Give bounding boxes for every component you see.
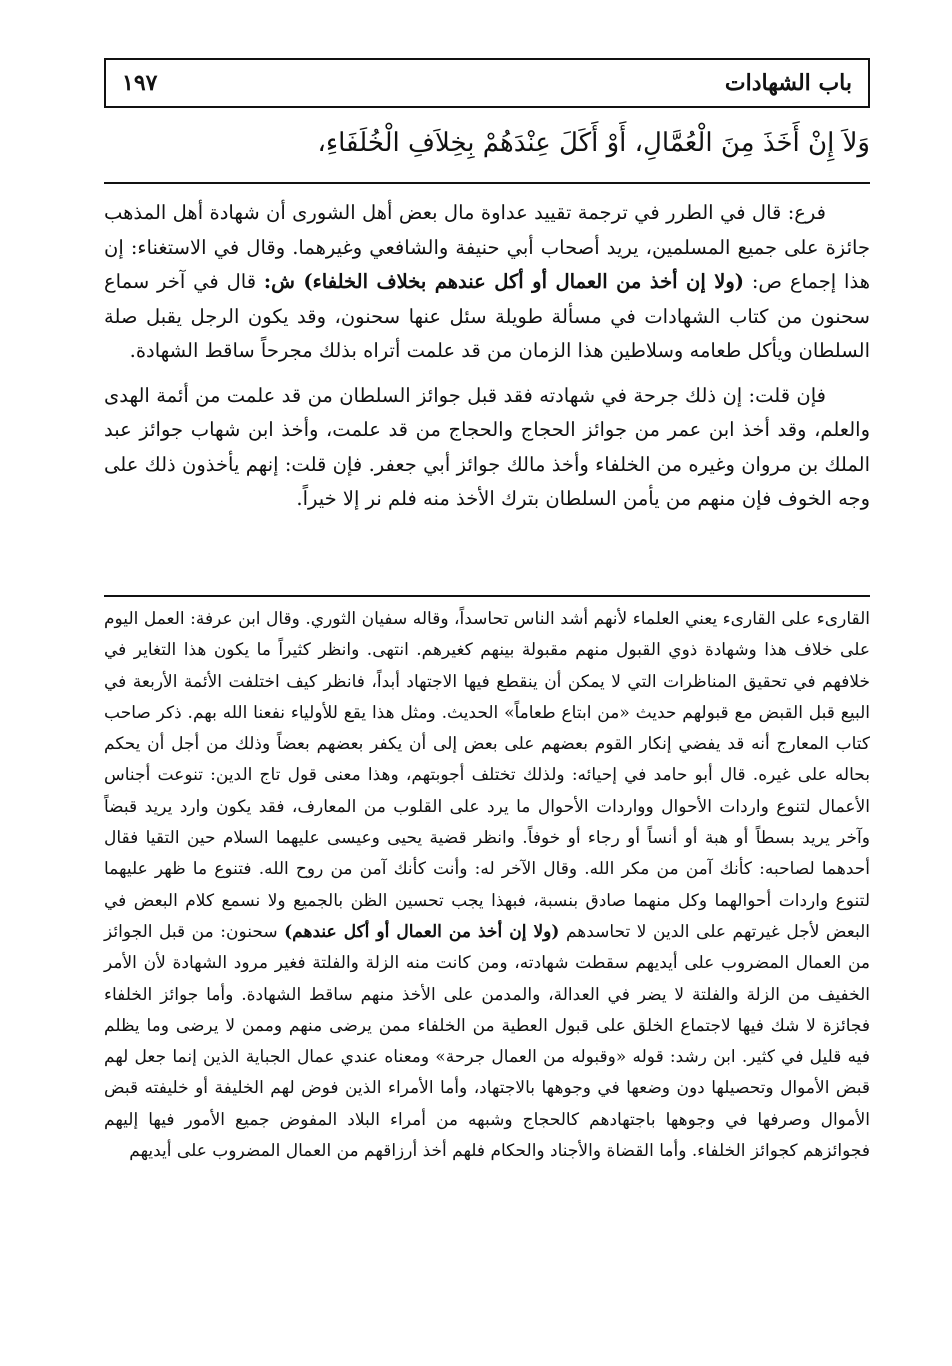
footnote-body (104, 604, 870, 1167)
footnote-text: القارىء على القارىء يعني العلماء لأنهم أشد الناس تحاسداً، وقاله سفيان الثوري. وقال ابن عرفة: العمل اليوم على خلاف هذا وشهادة ذوي القبول منهم مقبولة بينهم كغيرهم. انتهى. وانظر كثيراً ما يكون هذا التغاير في خلافهم في تحقيق المناظرات التي لا يمكن أن ينقطع فيها الاجتهاد أبداً، فانظر كيف اختلفت الأئمة الأربعة في البيع قبل القبض مع قبولهم حديث «من ابتاع طعاماً» الحديث. ومثل هذا يقع للأولياء نفعنا الله بهم. ذكر صاحب كتاب المعارج أنه قد يفضي إنكار القوم بعضهم على بعض إلى أن يكفر بعضهم بعضاً وذلك من أجل أن يحكم بحاله على غيره. قال أبو حامد في إحيائه: ولذلك تختلف أجوبتهم، وهذا معنى قول تاج الدين: تنوعت أجناس الأعمال لتنوع واردات الأحوال وواردات الأحوال ما يرد على القلوب من المعارف، فقد يكون وارد يريد قبضاً وآخر يريد بسطاً أو هبة أو أنساً أو رجاء أو خوفاً. وانظر قضية يحيى وعيسى عليهما السلام حين التقيا فقال أحدهما لصاحبه: كأنك آمن من مكر الله. وقال الآخر له: وأنت كأنك آمن من روح الله. فتنوع ما ظهر عليهما لتنوع واردات أحوالهما وكل منهما صادق بنسبة، فبهذا يجب تحسين الظن بالجميع ولا نسمع كلام البعض في البعض لأجل غيرتهم على الدين لا تحاسدهم (104, 609, 870, 942)
commentary-body (104, 196, 870, 527)
matn-text: وَلاَ إِنْ أَخَذَ مِنَ الْعُمَّالِ، أَوْ أَكَلَ عِنْدَهُمْ بِخِلاَفِ الْخُلَفَاءِ، (317, 128, 870, 158)
chapter-title: باب الشهادات (724, 70, 852, 96)
commentary-paragraph (104, 196, 870, 369)
divider-top (104, 182, 870, 184)
commentary-text: فرع: قال في الطرر في ترجمة تقييد عداوة مال بعض أهل الشورى أن شهادة أهل المذهب جائزة على جميع المسلمين، يريد أصحاب أبي حنيفة والشافعي وغيرهما. وقال في الاستغناء: إن هذا إجماع ص: (104, 201, 870, 293)
footnote-matn-quote: (ولا إن أخذ من العمال أو أكل عندهم) (284, 921, 560, 942)
divider-footnote (104, 595, 870, 597)
footnote-paragraph (104, 604, 870, 1167)
commentary-paragraph (104, 379, 870, 517)
page-number: ١٩٧ (122, 70, 158, 96)
commentary-text: فإن قلت: إن ذلك جرحة في شهادته فقد قبل جوائز السلطان من قد علمت من أئمة الهدى والعلم، وقد أخذ ابن عمر من جوائز الحجاج والحجاج من قد علمت، وأخذ ابن شهاب جوائز عبد الملك بن مروان وغيره من الخلفاء وأخذ مالك جوائز أبي جعفر. فإن قلت: إنهم يأخذون ذلك على وجه الخوف فإن منهم من يأمن السلطان بترك الأخذ منه فلم نر إلا خيراً. (104, 383, 870, 510)
footnote-text: سحنون: من قبل الجوائز من العمال المضروب على أيديهم سقطت شهادته، ومن كانت منه الزلة والفلتة فغير مرود الشهادة لأن الأمر الخفيف من الزلة والفلتة لا يضر في العدالة، والمدمن على الأخذ منهم ساقط الشهادة. وأما جوائز الخلفاء فجائزة لا شك فيها لاجتماع الخلق على قبول العطية من الخلفاء ممن يرضى منهم وممن لا يرضى وما يظلم فيه قليل في كثير. ابن رشد: قوله «وقبوله من العمال جرحة» ومعناه عندي عمال الجباية الذين إنما جعل لهم قبض الأموال وتحصيلها دون وضعها في وجوهها بالاجتهاد، وأما الأمراء الذين فوض لهم الخليفة أو خليفته قبض الأموال وصرفها في وجوهها باجتهادهم كالحجاج وشبهه من أمراء البلاد المفوض جميع الأمور فيها إليهم فجوائزهم كجوائز الخلفاء. وأما القضاة والأجناد والحكام فلهم أخذ أرزاقهم من العمال المضروب على أيديهم (104, 921, 870, 1162)
commentary-text: قال في آخر سماع سحنون من كتاب الشهادات في مسألة طويلة سئل عنها سحنون، وقد يكون الرجل يقبل صلة السلطان ويأكل طعامه وسلاطين هذا الزمان من قد علمت أتراه بذلك مجرحاً ساقط الشهادة. (104, 270, 870, 362)
page-header (104, 58, 870, 108)
matn-quote: (ولا إن أخذ من العمال أو أكل عندهم بخلاف الخلفاء) ش: (263, 270, 744, 293)
